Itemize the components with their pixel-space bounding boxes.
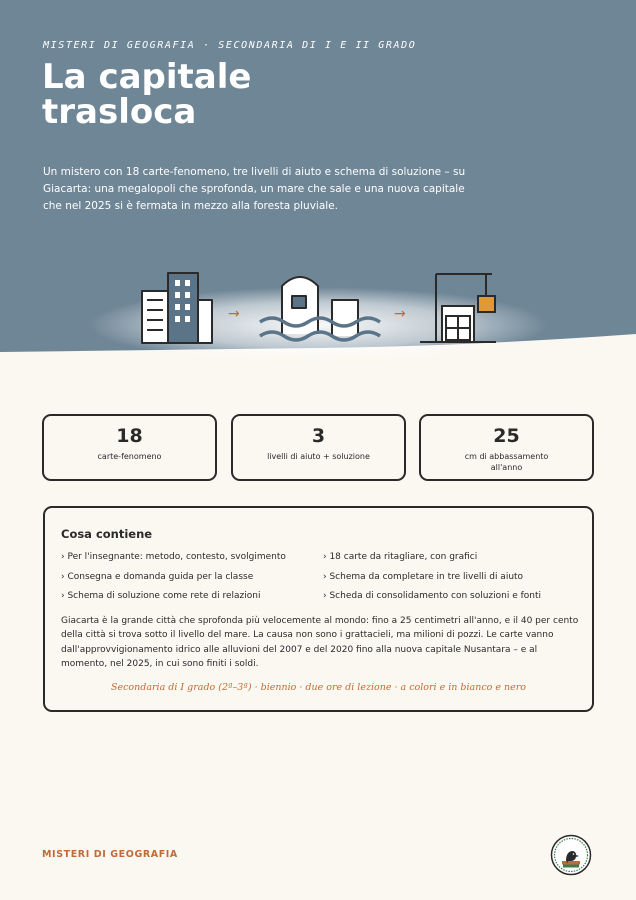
intro-text: Un mistero con 18 carte-fenomeno, tre livelli di aiuto e schema di soluzione – su Giacarta: una megalopoli che sprofonda, un mare che sale e una nuova capitale che nel 2025 si è fermata in mezzo alla foresta pluviale. [43,166,466,212]
stat-value: 3 [311,425,326,447]
stat-label: cm di abbassamento all'anno [464,452,549,472]
contents-description: Giacarta è la grande città che sprofonda più velocemente al mondo: fino a 25 centimetri all'anno, e il 40 per cento della città si trova sotto il livello del mare. La causa non sono i grattacieli, ma milioni di pozzi. Le carte vanno dall'approvvigionamento idrico alle alluvioni del 2007 e del 2020 fino alla nuova capitale Nusantara – e al momento, nel 2025, in cui sono finiti i soldi. [61,616,579,670]
stat-help-levels [231,414,406,481]
contents-list-right [323,548,541,607]
arrow-2: → [394,306,406,322]
arrow-1: → [228,306,240,322]
list-item: › 18 carte da ritagliare, con grafici [323,552,478,562]
stat-value: 25 [493,425,520,447]
list-item: › Consegna e domanda guida per la classe [61,571,254,582]
bird-on-books-logo-icon [550,834,592,876]
audience-line: Secondaria di I grado (2ª–3ª) · biennio · due ore di lezione · a colori e in bianco e nero [110,682,527,693]
page-title [42,57,442,132]
contents-box [43,506,594,712]
contents-list-left [61,548,286,607]
title-line-1: La capitale [42,57,252,97]
title-line-2: trasloca [42,92,197,132]
kicker: MISTERI DI GEOGRAFIA · SECONDARIA DI I E II GRADO [43,40,417,51]
contents-title: Cosa contiene [61,527,153,541]
list-item: › Schema da completare in tre livelli di aiuto [323,571,524,582]
city-skyline-icon [142,273,212,343]
header-banner [0,0,636,390]
stat-subsidence [419,414,594,481]
stat-value: 18 [116,425,143,447]
construction-crane-icon [420,274,496,342]
footer-brand: MISTERI DI GEOGRAFIA [42,849,178,860]
flooded-house-icon [260,277,380,340]
stat-label: carte-fenomeno [97,452,162,461]
illustration [120,262,520,357]
list-item: › Scheda di consolidamento con soluzioni e fonti [323,591,542,601]
list-item: › Per l'insegnante: metodo, contesto, svolgimento [61,552,286,562]
stat-cards [42,414,217,481]
list-item: › Schema di soluzione come rete di relazioni [61,591,261,601]
stat-label: livelli di aiuto + soluzione [267,452,370,461]
